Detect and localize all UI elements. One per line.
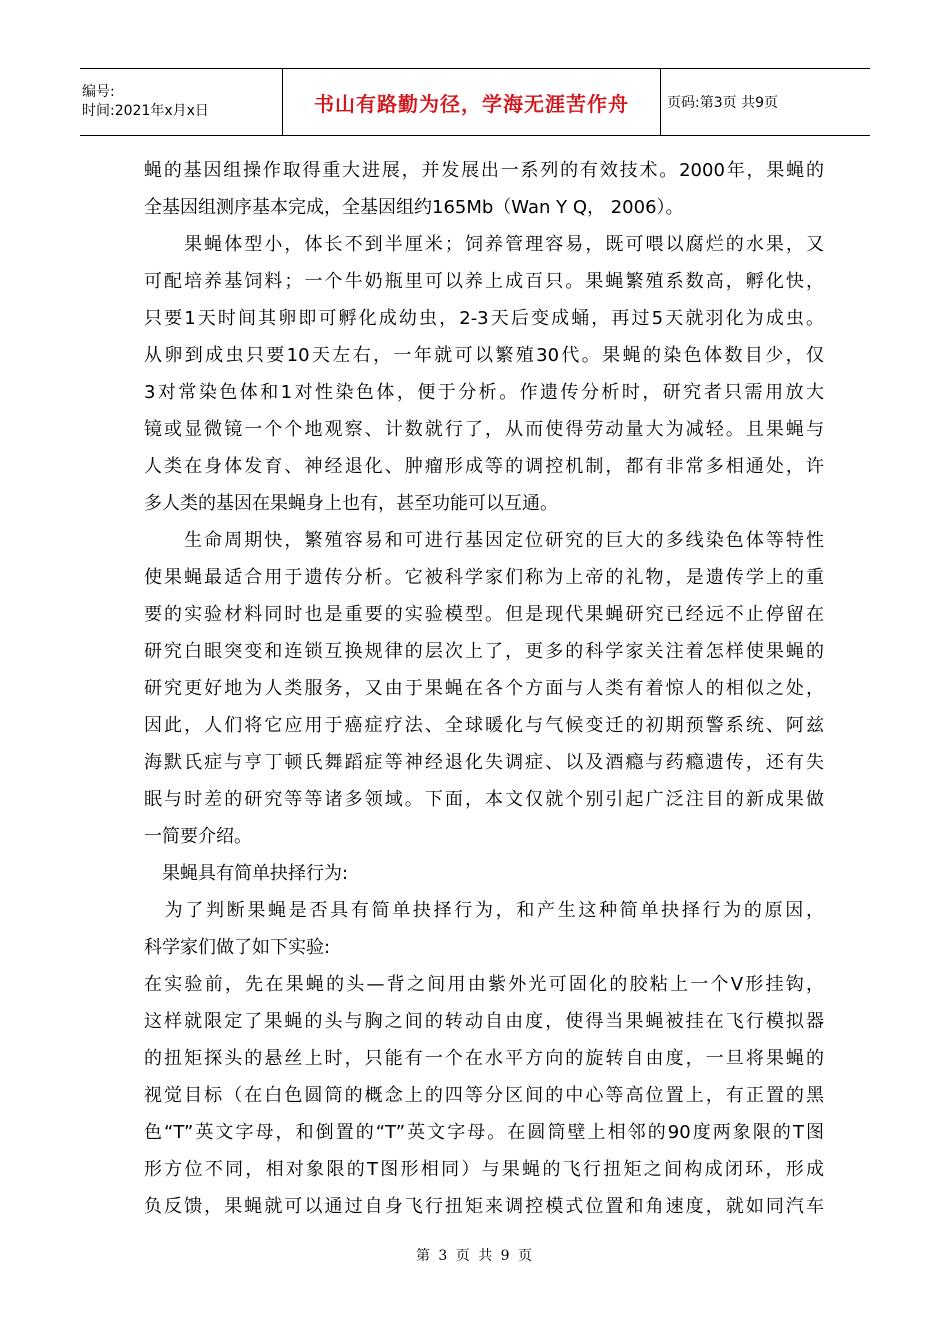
body-text-line: 研究白眼突变和连锁互换规律的层次上了，更多的科学家关注着怎样使果蝇的 <box>144 641 824 662</box>
body-text-line: 可配培养基饲料；一个牛奶瓶里可以养上成百只。果蝇繁殖系数高，孵化快， <box>144 271 824 292</box>
body-text-line: 只要1天时间其卵即可孵化成幼虫，2-3天后变成蛹，再过5天就羽化为成虫。 <box>144 308 824 329</box>
page-header <box>80 68 870 136</box>
body-text-line: 色“T”英文字母，和倒置的“T”英文字母。在圆筒壁上相邻的90度两象限的T图 <box>144 1122 824 1143</box>
body-text-line: 在实验前，先在果蝇的头—背之间用由紫外光可固化的胶粘上一个V形挂钩， <box>144 974 824 995</box>
body-text-line: 视觉目标（在白色圆筒的概念上的四等分区间的中心等高位置上，有正置的黑 <box>144 1085 824 1106</box>
body-text-line: 负反馈，果蝇就可以通过自身飞行扭矩来调控模式位置和角速度，就如同汽车 <box>144 1196 824 1217</box>
body-text-line: 为了判断果蝇是否具有简单抉择行为，和产生这种简单抉择行为的原因， <box>144 900 824 921</box>
body-text-line: 研究更好地为人类服务，又由于果蝇在各个方面与人类有着惊人的相似之处， <box>144 678 824 699</box>
body-text-line: 一简要介绍。 <box>144 826 252 847</box>
body-text-line: 蝇的基因组操作取得重大进展，并发展出一系列的有效技术。2000年，果蝇的 <box>144 160 824 181</box>
body-text-line: 人类在身体发育、神经退化、肿瘤形成等的调控机制，都有非常多相通处，许 <box>144 456 824 477</box>
document-number-label: 编号: <box>82 84 115 100</box>
body-text-line: 果蝇体型小，体长不到半厘米；饲养管理容易，既可喂以腐烂的水果，又 <box>144 234 824 255</box>
header-meta-cell <box>80 69 283 136</box>
body-text-line: 全基因组测序基本完成，全基因组约165Mb（Wan Y Q， 2006）。 <box>144 197 684 218</box>
document-body <box>144 152 824 1225</box>
body-text-line: 生命周期快，繁殖容易和可进行基因定位研究的巨大的多线染色体等特性 <box>144 530 824 551</box>
body-text-line: 因此，人们将它应用于癌症疗法、全球暖化与气候变迁的初期预警系统、阿兹 <box>144 715 824 736</box>
body-text-line: 的扭矩探头的悬丝上时，只能有一个在水平方向的旋转自由度，一旦将果蝇的 <box>144 1048 824 1069</box>
body-text-line: 这样就限定了果蝇的头与胸之间的转动自由度，使得当果蝇被挂在飞行模拟器 <box>144 1011 824 1032</box>
body-text-line: 形方位不同，相对象限的T图形相同）与果蝇的飞行扭矩之间构成闭环，形成 <box>144 1159 824 1180</box>
body-text-line: 多人类的基因在果蝇身上也有，甚至功能可以互通。 <box>144 493 558 514</box>
header-page-number: 页码:第3页 共9页 <box>661 69 871 136</box>
body-text-line: 果蝇具有简单抉择行为: <box>144 863 349 884</box>
body-text-line: 从卵到成虫只要10天左右，一年就可以繁殖30代。果蝇的染色体数目少，仅 <box>144 345 824 366</box>
body-text-line: 眠与时差的研究等等诸多领域。下面，本文仅就个别引起广泛注目的新成果做 <box>144 789 824 810</box>
body-text-line: 要的实验材料同时也是重要的实验模型。但是现代果蝇研究已经远不止停留在 <box>144 604 824 625</box>
body-text-line: 科学家们做了如下实验: <box>144 937 331 958</box>
page-footer: 第 3 页 共 9 页 <box>415 1248 535 1264</box>
body-text-line: 海默氏症与亨丁顿氏舞蹈症等神经退化失调症、以及酒瘾与药瘾遗传，还有失 <box>144 752 824 773</box>
body-text-line: 3对常染色体和1对性染色体，便于分析。作遗传分析时，研究者只需用放大 <box>144 382 824 403</box>
body-text-line: 使果蝇最适合用于遗传分析。它被科学家们称为上帝的礼物，是遗传学上的重 <box>144 567 824 588</box>
header-motto: 书山有路勤为径，学海无涯苦作舟 <box>283 69 661 136</box>
document-date-label: 时间:2021年x月x日 <box>82 103 209 119</box>
body-text-line: 镜或显微镜一个个地观察、计数就行了，从而使得劳动量大为减轻。且果蝇与 <box>144 419 824 440</box>
